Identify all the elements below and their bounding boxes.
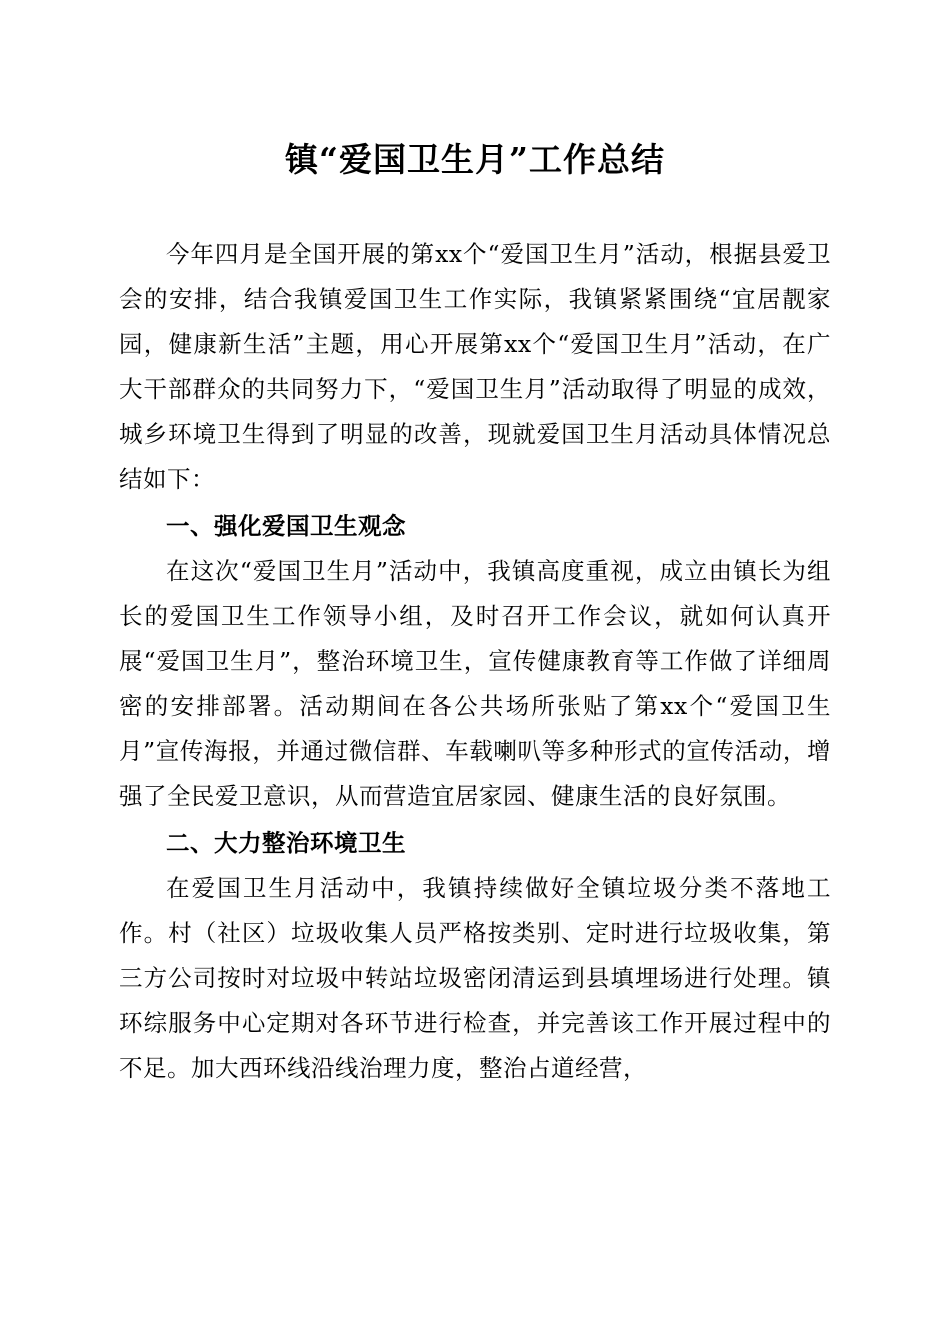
section-paragraph-2: 在爱国卫生月活动中，我镇持续做好全镇垃圾分类不落地工作。村（社区）垃圾收集人员严格按类别、定时进行垃圾收集，第三方公司按时对垃圾中转站垃圾密闭清运到县填埋场进行处理。镇环综服务中心定期对各环节进行检查，并完善该工作开展过程中的不足。加大西环线沿线治理力度，整治占道经营，	[119, 874, 831, 1082]
document-body	[119, 232, 831, 1091]
section-paragraph-1: 在这次“爱国卫生月”活动中，我镇高度重视，成立由镇长为组长的爱国卫生工作领导小组，及时召开工作会议，就如何认真开展“爱国卫生月”，整治环境卫生，宣传健康教育等工作做了详细周密的安排部署。活动期间在各公共场所张贴了第xx个“爱国卫生月”宣传海报，并通过微信群、车载喇叭等多种形式的宣传活动，增强了全民爱卫意识，从而营造宜居家园、健康生活的良好氛围。	[119, 557, 831, 810]
section-heading-1: 一、强化爱国卫生观念	[166, 512, 406, 540]
intro-paragraph: 今年四月是全国开展的第xx个“爱国卫生月”活动，根据县爱卫会的安排，结合我镇爱国卫生工作实际，我镇紧紧围绕“宜居靓家园，健康新生活”主题，用心开展第xx个“爱国卫生月”活动，在广大干部群众的共同努力下，“爱国卫生月”活动取得了明显的成效，城乡环境卫生得到了明显的改善，现就爱国卫生月活动具体情况总结如下：	[119, 240, 831, 493]
section-heading-2: 二、大力整治环境卫生	[166, 829, 406, 857]
document-title: 镇“爱国卫生月”工作总结	[285, 140, 665, 179]
